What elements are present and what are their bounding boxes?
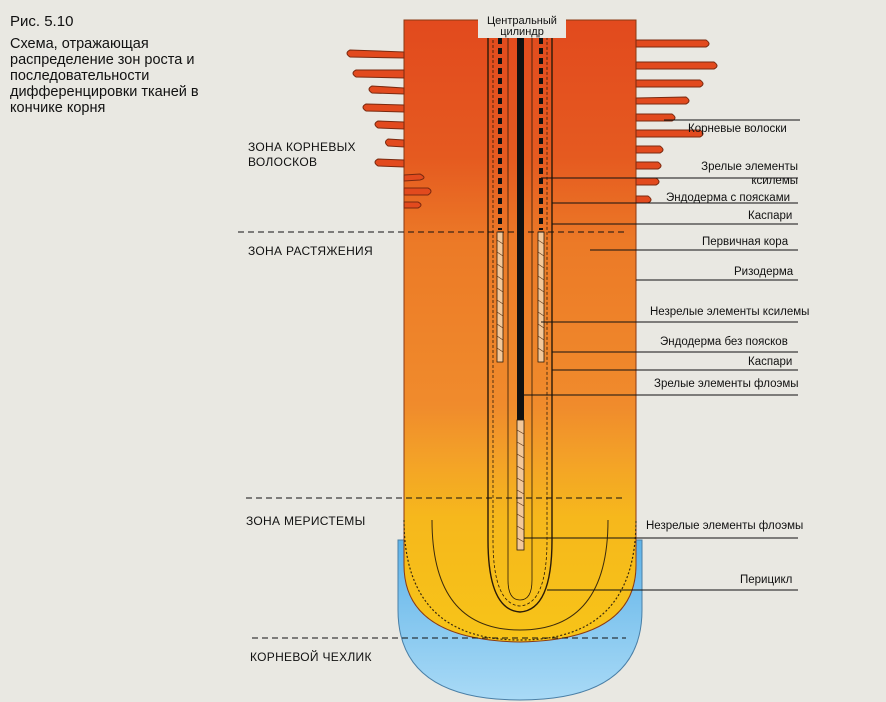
label-caspary-2: Каспари: [748, 356, 793, 368]
zone-root-hairs: ЗОНА КОРНЕВЫХ ВОЛОСКОВ: [248, 140, 356, 169]
label-primary-cortex: Первичная кора: [702, 236, 789, 248]
immature-phloem: [517, 420, 524, 550]
label-immature-phloem: Незрелые элементы флоэмы: [646, 520, 804, 532]
zone-elongation: ЗОНА РАСТЯЖЕНИЯ: [248, 244, 373, 258]
label-root-hairs: Корневые волоски: [688, 123, 787, 135]
label-pericycle: Перицикл: [740, 574, 793, 586]
label-immature-xylem: Незрелые элементы ксилемы: [650, 306, 810, 318]
zone-meristem: ЗОНА МЕРИСТЕМЫ: [246, 514, 366, 528]
caption-text: Схема, отражающая распределение зон роста и последовательности дифференцировки тканей в кончике корня: [10, 36, 199, 116]
label-mature-phloem: Зрелые элементы флоэмы: [654, 378, 799, 390]
label-endodermis-bands: Эндодерма с поясками: [666, 192, 791, 204]
label-central-cylinder: Центральный цилиндр: [478, 16, 566, 38]
label-caspary-1: Каспари: [748, 210, 793, 222]
mature-phloem: [517, 20, 524, 420]
zone-root-cap: КОРНЕВОЙ ЧЕХЛИК: [250, 650, 372, 664]
label-endodermis-no-bands: Эндодерма без поясков: [660, 336, 788, 348]
figure-number: Рис. 5.10: [10, 13, 74, 30]
label-rhizodermis: Ризодерма: [734, 266, 794, 278]
label-mature-xylem: Зрелые элементы ксилемы: [701, 161, 798, 187]
